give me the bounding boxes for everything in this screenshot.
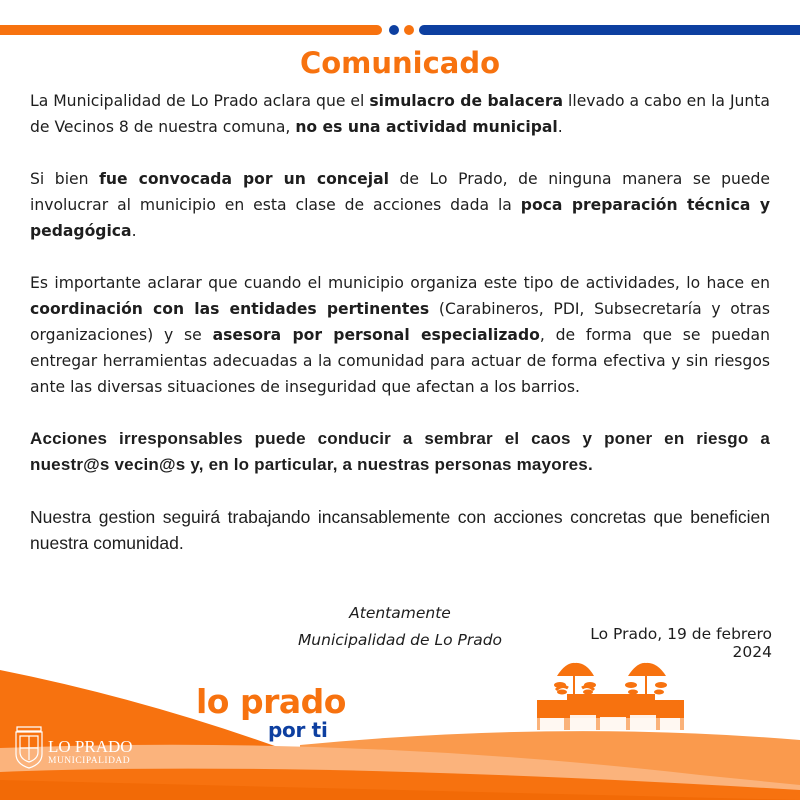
brand-logo: lo prado xyxy=(196,682,346,721)
text: Si bien xyxy=(30,170,100,188)
paragraph-1 xyxy=(30,88,770,140)
text: , de forma que se puedan entregar herramientas adecuadas a la comunidad para actuar de forma efectiva y sin riesgos ante las diversas situaciones de inseguridad que afectan a los barrios. xyxy=(30,326,770,396)
orange-bar xyxy=(0,25,382,35)
page-title: Comunicado xyxy=(299,46,501,80)
text: Es importante aclarar que cuando el municipio organiza este tipo de actividades, lo hace en xyxy=(30,274,770,292)
brand-tagline: por ti xyxy=(268,718,328,742)
bold-text: fue convocada por un concejal xyxy=(99,170,389,188)
announcement-body xyxy=(30,88,770,582)
bold-text: Acciones irresponsables puede conducir a sembrar el caos y poner en riesgo a nuestr@s vecin@s y, en lo particular, a nuestras personas mayores. xyxy=(30,429,770,474)
bold-text: simulacro de balacera xyxy=(369,92,564,110)
signature-name: Municipalidad de Lo Prado xyxy=(297,631,503,649)
municipality-logo-name: LO PRADO xyxy=(48,737,133,756)
text: llevado a cabo en la Junta de Vecinos 8 de nuestra comuna, xyxy=(30,92,770,136)
text: . xyxy=(131,222,137,240)
orange-dot-icon xyxy=(404,25,414,35)
paragraph-4 xyxy=(30,426,770,478)
text: . xyxy=(557,118,563,136)
text: de Lo Prado, de ninguna manera se puede involucrar al municipio en esta clase de acciones dada la xyxy=(30,170,770,214)
text: La Municipalidad de Lo Prado aclara que el xyxy=(30,92,370,110)
blue-bar xyxy=(419,25,800,35)
bold-text: asesora por personal especializado xyxy=(212,326,540,344)
paragraph-2 xyxy=(30,166,770,244)
bold-text: poca preparación técnica y pedagógica xyxy=(30,196,770,240)
header-divider xyxy=(0,25,800,35)
signature-closing: Atentamente xyxy=(349,604,451,622)
paragraph-3 xyxy=(30,270,770,400)
paragraph-5: Nuestra gestion seguirá trabajando incansablemente con acciones concretas que beneficien nuestra comunidad. xyxy=(30,507,770,553)
municipality-logo-subtitle: MUNICIPALIDAD xyxy=(48,756,131,766)
footer-landscape-illustration xyxy=(0,640,800,800)
town-hall-icon xyxy=(537,663,684,730)
text: (Carabineros, PDI, Subsecretaría y otras organizaciones) y se xyxy=(30,300,770,344)
blue-dot-icon xyxy=(389,25,399,35)
date: Lo Prado, 19 de febrero 2024 xyxy=(590,625,772,661)
bold-text: no es una actividad municipal xyxy=(295,118,558,136)
bold-text: coordinación con las entidades pertinentes xyxy=(30,300,430,318)
